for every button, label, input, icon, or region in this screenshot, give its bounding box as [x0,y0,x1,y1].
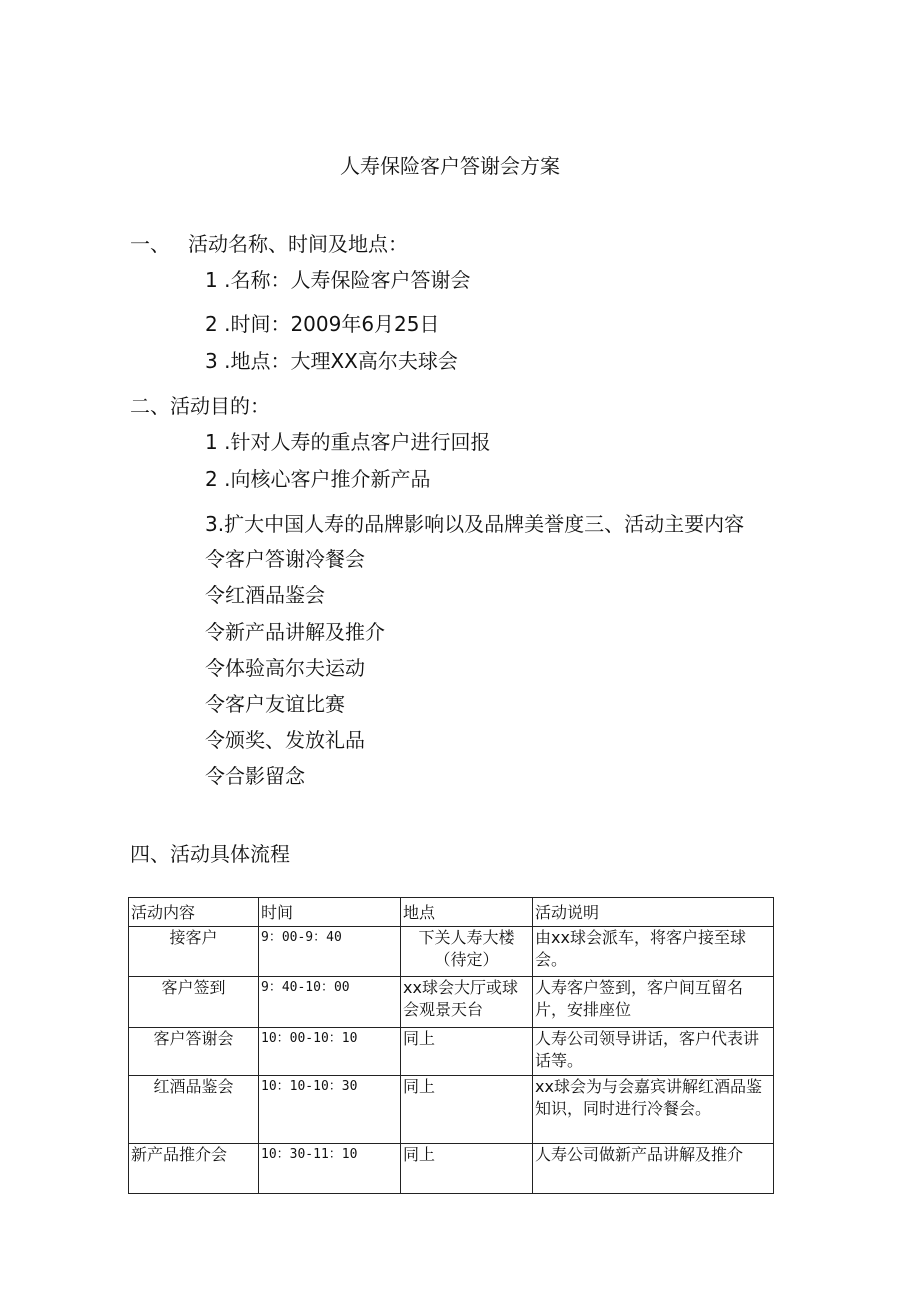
process-table [128,897,774,1194]
table-cell-desc: 人寿客户签到，客户间互留名片，安排座位 [533,977,774,1028]
table-row [129,977,774,1028]
table-cell-place: 同上 [401,1076,533,1144]
table-cell-content: 红酒品鉴会 [129,1076,259,1144]
section1-heading: 活动名称、时间及地点： [188,232,408,256]
section2-item-1: 1 .针对人寿的重点客户进行回报 [205,430,491,454]
section2-item-3-text: 3.扩大中国人寿的品牌影响以及品牌美誉度 [205,512,585,536]
section4-heading: 四、活动具体流程 [130,842,290,866]
table-row [129,927,774,977]
table-cell-content: 接客户 [129,927,259,977]
table-row [129,1144,774,1194]
table-header-cell: 活动说明 [533,898,774,927]
table-cell-time: 10：10-10：30 [259,1076,401,1144]
table-cell-time: 9：00-9：40 [259,927,401,977]
page-title: 人寿保险客户答谢会方案 [340,154,560,178]
section1-item-name: 1 .名称：人寿保险客户答谢会 [205,268,471,292]
section1-item-place: 3 .地点：大理XX高尔夫球会 [205,349,458,373]
table-header-row [129,898,774,927]
table-cell-time: 10：30-11：10 [259,1144,401,1194]
table-cell-desc: 由xx球会派车，将客户接至球会。 [533,927,774,977]
section2-item-3 [205,508,744,537]
table-cell-content: 新产品推介会 [129,1144,259,1194]
table-header-cell: 地点 [401,898,533,927]
section3-heading: 三、活动主要内容 [584,512,745,536]
table-cell-place: 下关人寿大楼（待定） [401,927,533,977]
section3-bullet: 令颁奖、发放礼品 [205,728,365,752]
table-cell-content: 客户签到 [129,977,259,1028]
table-header-cell: 活动内容 [129,898,259,927]
table-row [129,1028,774,1076]
table-header-cell: 时间 [259,898,401,927]
table-cell-content: 客户答谢会 [129,1028,259,1076]
section2-heading: 二、活动目的： [130,394,270,418]
table-row [129,1076,774,1144]
section1-item-time: 2 .时间：2009年6月25日 [205,312,440,336]
table-cell-time: 9：40-10：00 [259,977,401,1028]
table-cell-time: 10：00-10：10 [259,1028,401,1076]
table-cell-place: xx球会大厅或球会观景天台 [401,977,533,1028]
table-cell-desc: 人寿公司做新产品讲解及推介 [533,1144,774,1194]
section3-bullet: 令客户友谊比赛 [205,692,345,716]
section3-bullet: 令客户答谢冷餐会 [205,547,365,571]
table-cell-place: 同上 [401,1144,533,1194]
table-cell-place: 同上 [401,1028,533,1076]
section3-bullet: 令合影留念 [205,764,305,788]
section3-bullet: 令新产品讲解及推介 [205,620,385,644]
section3-bullet: 令体验高尔夫运动 [205,656,365,680]
section1-number: 一、 [130,232,170,256]
table-cell-desc: 人寿公司领导讲话，客户代表讲话等。 [533,1028,774,1076]
section3-bullet: 令红酒品鉴会 [205,583,325,607]
section2-item-2: 2 .向核心客户推介新产品 [205,467,431,491]
table-cell-desc: xx球会为与会嘉宾讲解红酒品鉴知识，同时进行冷餐会。 [533,1076,774,1144]
